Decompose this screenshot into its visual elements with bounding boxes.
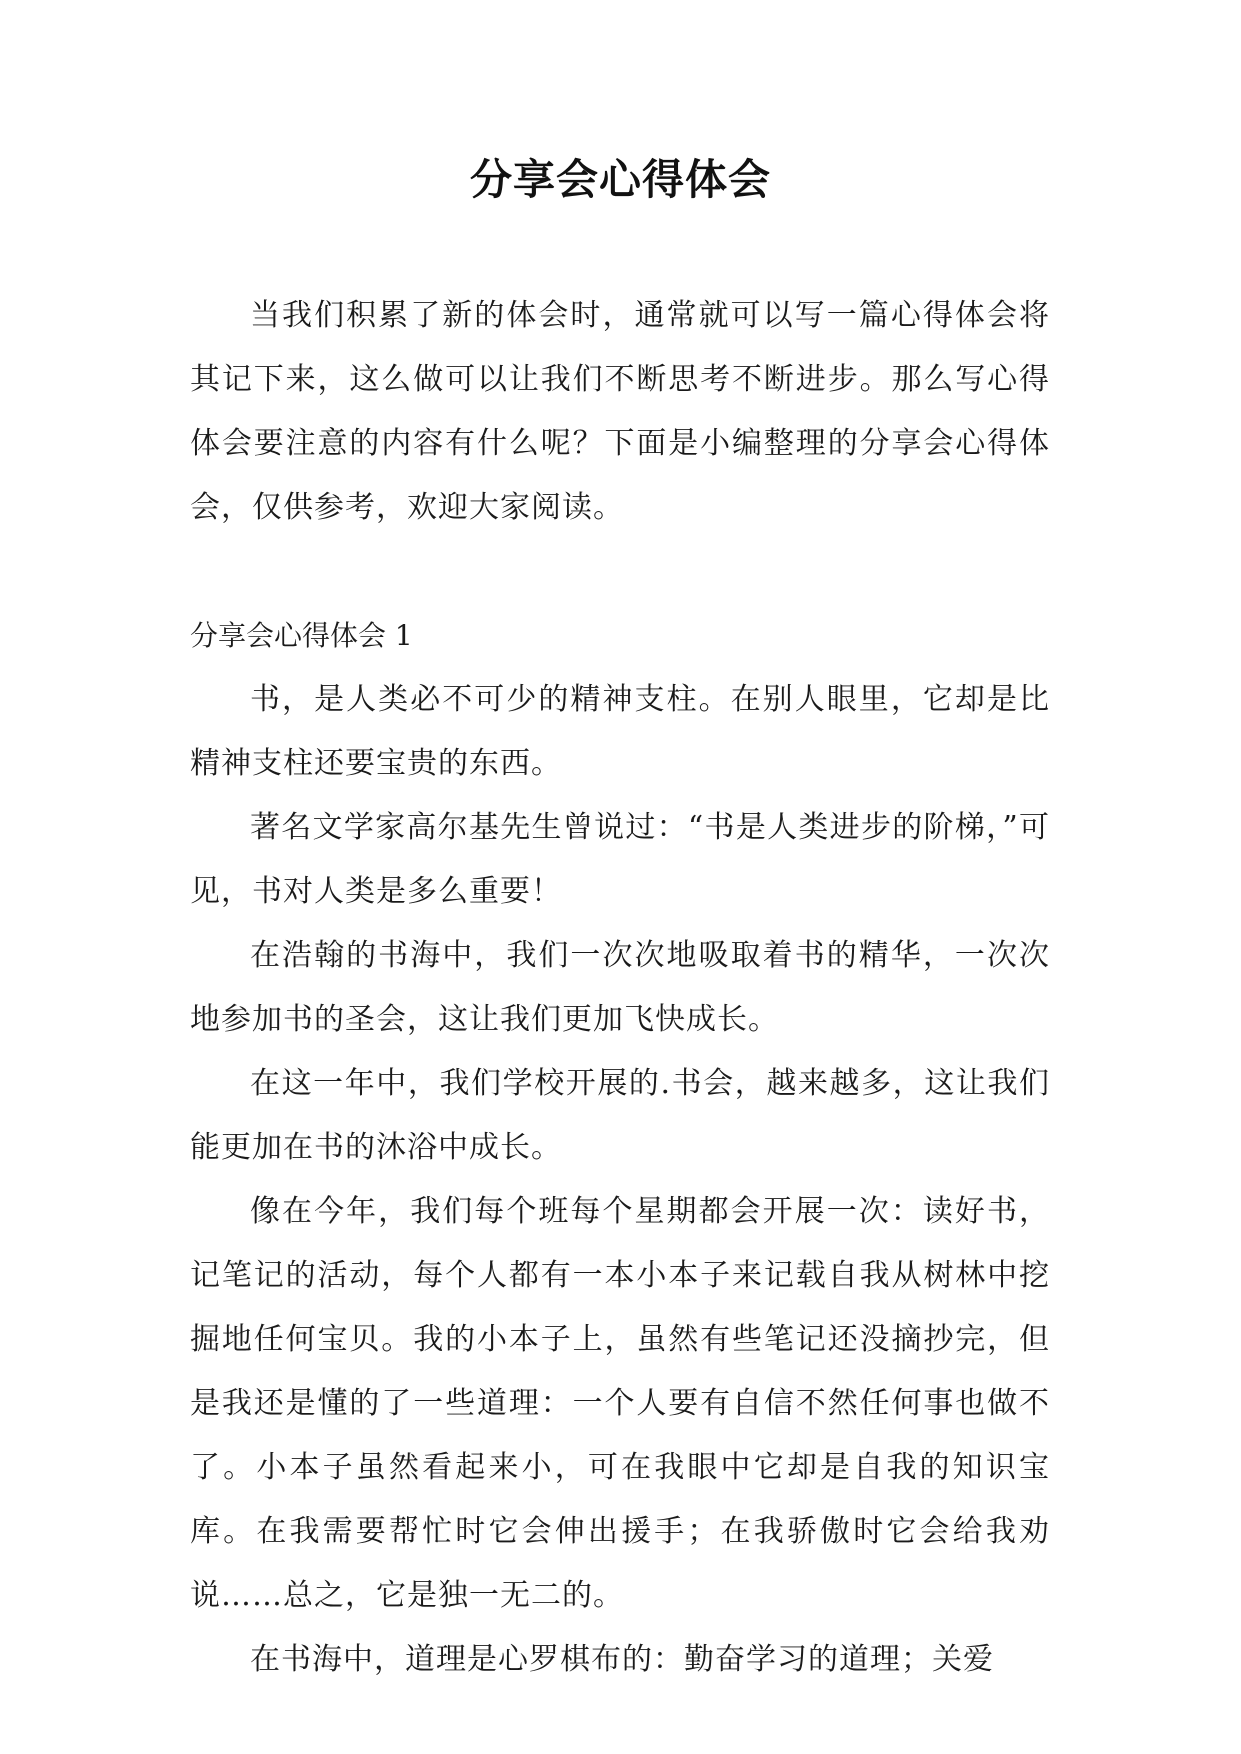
body-paragraph: 在这一年中，我们学校开展的.书会，越来越多，这让我们能更加在书的沐浴中成长。	[190, 1066, 1050, 1165]
body-paragraph: 书，是人类必不可少的精神支柱。在别人眼里，它却是比精神支柱还要宝贵的东西。	[190, 682, 1050, 781]
document-title: 分享会心得体会	[469, 155, 771, 204]
body-paragraph: 在浩翰的书海中，我们一次次地吸取着书的精华，一次次地参加书的圣会，这让我们更加飞快成长。	[190, 938, 1050, 1037]
intro-paragraph: 当我们积累了新的体会时，通常就可以写一篇心得体会将其记下来，这么做可以让我们不断思考不断进步。那么写心得体会要注意的内容有什么呢？下面是小编整理的分享会心得体会，仅供参考，欢迎大家阅读。	[190, 298, 1050, 525]
document-body	[190, 284, 1050, 1692]
body-paragraph: 在书海中，道理是心罗棋布的：勤奋学习的道理；关爱	[250, 1642, 994, 1677]
body-paragraph: 像在今年，我们每个班每个星期都会开展一次：读好书，记笔记的活动，每个人都有一本小本子来记载自我从树林中挖掘地任何宝贝。我的小本子上，虽然有些笔记还没摘抄完，但是我还是懂的了一些道理：一个人要有自信不然任何事也做不了。小本子虽然看起来小，可在我眼中它却是自我的知识宝库。在我需要帮忙时它会伸出援手；在我骄傲时它会给我劝说……总之，它是独一无二的。	[190, 1194, 1050, 1613]
body-paragraph: 著名文学家高尔基先生曾说过：“书是人类进步的阶梯，”可见，书对人类是多么重要！	[190, 810, 1050, 909]
section-title: 分享会心得体会 1	[190, 619, 413, 652]
